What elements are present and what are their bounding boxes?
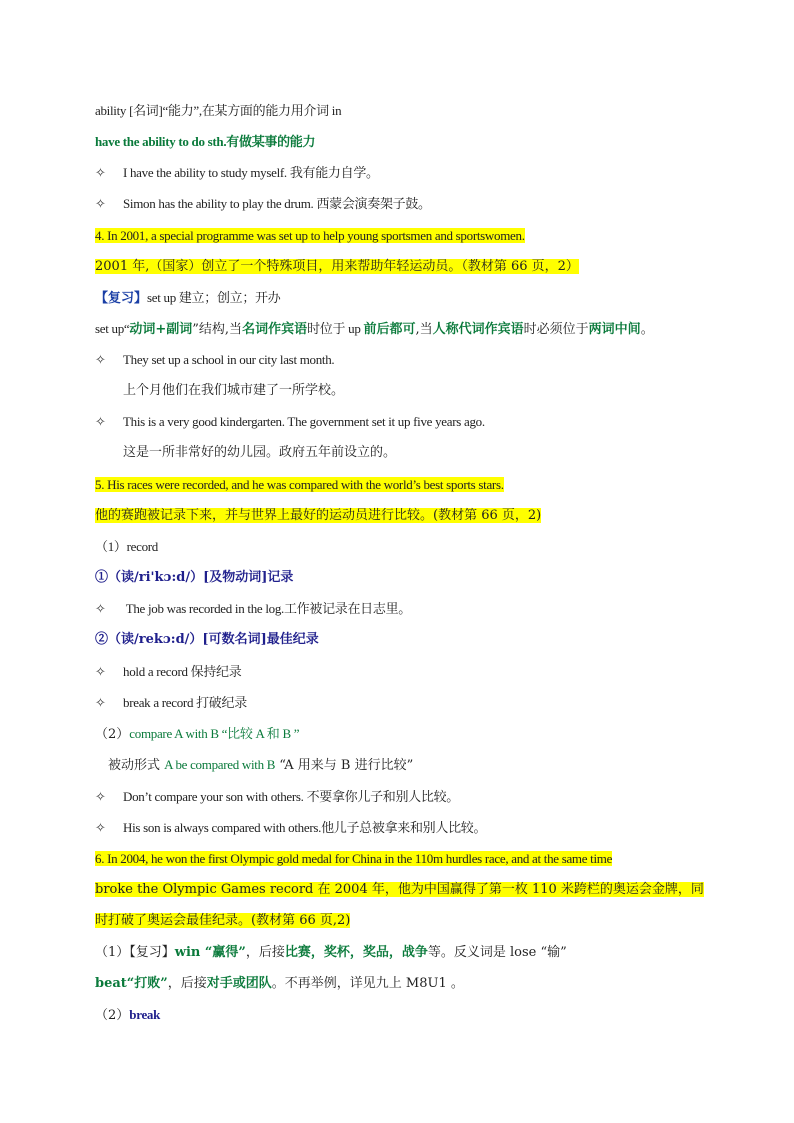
- diamond-bullet-icon: ✧: [95, 166, 106, 181]
- record-noun-text: ②（读/rekɔ:d/）[可数名词]最佳纪录: [95, 632, 319, 647]
- highlighted-sentence: 5. His races were recorded, and he was compared with the world’s best sports stars.: [95, 477, 504, 492]
- text-emphasis: 前后都可: [363, 322, 416, 337]
- text-emphasis: 动词+副词: [129, 322, 193, 337]
- compare-number: （2）: [95, 727, 130, 742]
- highlighted-translation: 2001 年,（国家）创立了一个特殊项目，用来帮助年轻运动员。（教材第 66 页，2）: [95, 259, 579, 274]
- sentence-4-english: [95, 227, 734, 246]
- text-segment: 时必须位于: [523, 322, 589, 337]
- example-translation: [123, 444, 734, 462]
- diamond-bullet-icon: ✧: [95, 197, 106, 212]
- example-text: His son is always compared with others.他儿子总被拿来和别人比较。: [123, 820, 487, 835]
- example-text: They set up a school in our city last month.: [123, 352, 335, 367]
- text-segment: 。: [640, 322, 654, 337]
- example-line: [95, 351, 734, 370]
- passive-meaning: “A 用来与 B 进行比较”: [275, 758, 414, 773]
- passive-phrase: A be compared with B: [164, 757, 276, 772]
- win-objects: 比赛，奖杯，奖品，战争: [284, 945, 428, 960]
- beat-line: [95, 975, 734, 993]
- text-emphasis: 人称代词作宾语: [432, 322, 524, 337]
- record-verb-heading: [95, 569, 734, 587]
- diamond-bullet-icon: ✧: [95, 821, 106, 836]
- review-tag: （1）【复习】: [95, 945, 175, 960]
- win-review-line: [95, 944, 734, 962]
- highlighted-translation: 他的赛跑被记录下来，并与世界上最好的运动员进行比较。(教材第 66 页，2): [95, 508, 542, 523]
- text-segment: 。不再举例，详见九上 M8U1 。: [271, 976, 464, 991]
- diamond-bullet-icon: ✧: [95, 415, 106, 430]
- example-translation: [123, 382, 734, 400]
- record-heading-text: （1）record: [95, 539, 158, 554]
- example-line: [95, 195, 734, 214]
- text-segment: 等。反义词是 lose “输”: [427, 945, 567, 960]
- have-ability-phrase: have the ability to do sth.有做某事的能力: [95, 134, 316, 149]
- text-emphasis: 名词作宾语: [242, 322, 308, 337]
- beat-word: beat“打败”: [95, 976, 168, 991]
- have-ability-phrase-line: [95, 133, 734, 152]
- record-verb-text: ①（读/ri'kɔ:d/）[及物动词]记录: [95, 570, 294, 585]
- text-segment: 时位于 up: [307, 321, 364, 336]
- example-line: [95, 413, 734, 432]
- diamond-bullet-icon: ✧: [95, 353, 106, 368]
- example-line: [95, 663, 734, 682]
- highlighted-sentence: 4. In 2001, a special programme was set up to help young sportsmen and sportswomen.: [95, 228, 525, 243]
- review-tag: 【复习】: [95, 291, 148, 306]
- record-heading: [95, 538, 734, 557]
- text-segment: ，后接: [245, 945, 285, 960]
- example-text: I have the ability to study myself. 我有能力自学。: [123, 165, 379, 180]
- example-text: The job was recorded in the log.工作被记录在日志里。: [123, 601, 411, 616]
- win-word: win “赢得”: [174, 945, 246, 960]
- sentence-6-continued: [95, 881, 734, 899]
- text-segment: set up“: [95, 321, 130, 336]
- sentence-4-chinese: [95, 258, 734, 276]
- sentence-6-english: [95, 850, 734, 869]
- text-segment: ,当: [415, 322, 433, 337]
- review-text: set up 建立；创立；开办: [147, 290, 281, 305]
- ability-definition-line: [95, 102, 734, 121]
- diamond-bullet-icon: ✧: [95, 665, 106, 680]
- diamond-bullet-icon: ✧: [95, 790, 106, 805]
- example-line: [95, 600, 734, 619]
- break-heading: [95, 1006, 734, 1025]
- text-emphasis: 两词中间: [588, 322, 641, 337]
- compare-phrase: compare A with B “比较 A 和 B ”: [129, 726, 300, 741]
- translation-text: 这是一所非常好的幼儿园。政府五年前设立的。: [123, 445, 397, 460]
- example-line: [95, 694, 734, 713]
- translation-text: 上个月他们在我们城市建了一所学校。: [123, 383, 345, 398]
- set-up-structure-line: [95, 320, 734, 339]
- review-set-up-line: [95, 289, 734, 308]
- break-number: （2）: [95, 1008, 130, 1023]
- passive-label: 被动形式: [108, 758, 165, 773]
- text-segment: ”结构,当: [192, 322, 243, 337]
- diamond-bullet-icon: ✧: [95, 602, 106, 617]
- diamond-bullet-icon: ✧: [95, 696, 106, 711]
- text-segment: ，后接: [167, 976, 207, 991]
- example-text: This is a very good kindergarten. The government set it up five years ago.: [123, 414, 485, 429]
- example-text: break a record 打破纪录: [123, 695, 247, 710]
- example-line: [95, 819, 734, 838]
- break-word: break: [129, 1007, 161, 1022]
- ability-definition-text: ability [名词]“能力”,在某方面的能力用介词 in: [95, 103, 342, 118]
- highlighted-translation: 时打破了奥运会最佳纪录。(教材第 66 页,2): [95, 913, 351, 928]
- example-text: hold a record 保持纪录: [123, 664, 242, 679]
- record-noun-heading: [95, 631, 734, 649]
- compare-heading: [95, 725, 734, 744]
- sentence-6-chinese: [95, 912, 734, 930]
- beat-objects: 对手或团队: [206, 976, 272, 991]
- example-text: Simon has the ability to play the drum. 西蒙会演奏架子鼓。: [123, 196, 431, 211]
- sentence-5-english: [95, 476, 734, 495]
- example-line: [95, 164, 734, 183]
- passive-form-line: [108, 756, 734, 775]
- example-text: Don’t compare your son with others. 不要拿你儿子和别人比较。: [123, 789, 459, 804]
- highlighted-sentence: 6. In 2004, he won the first Olympic gold medal for China in the 110m hurdles race, and at the same time: [95, 851, 613, 866]
- example-line: [95, 788, 734, 807]
- sentence-5-chinese: [95, 507, 734, 525]
- highlighted-sentence: broke the Olympic Games record 在 2004 年，他为中国赢得了第一枚 110 米跨栏的奥运会金牌，同: [95, 882, 704, 897]
